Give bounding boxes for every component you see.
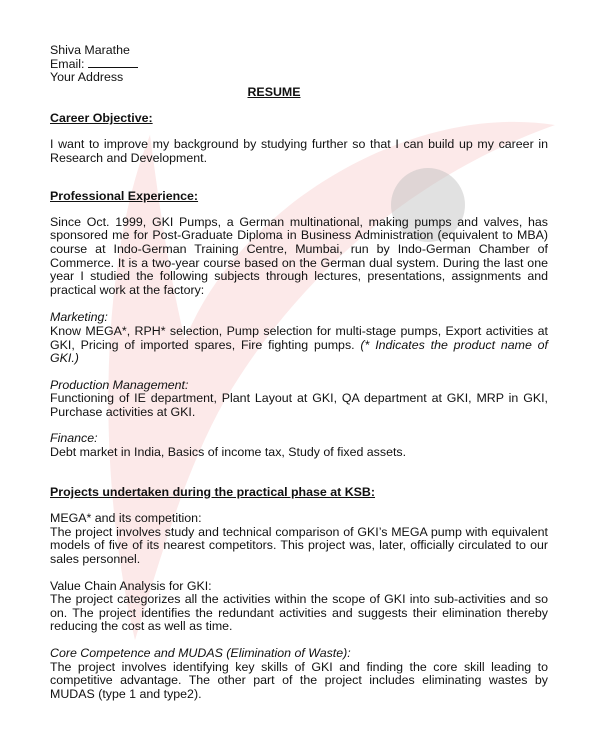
project-3-title: Core Competence and MUDAS (Elimination of Waste): xyxy=(50,646,351,660)
production-label: Production Management: xyxy=(50,377,189,392)
experience-heading: Professional Experience: xyxy=(50,189,199,204)
project-2-text: The project categorizes all the activities within the scope of GKI into sub-activities and so on. The project identifies the redundant activities and suggests their elimination thereby reducing the cost as well as time. xyxy=(50,592,548,634)
marketing-note: (* Indicates the product name of GKI.) xyxy=(50,337,548,366)
email-label: Email: xyxy=(50,56,85,71)
marketing-paragraph xyxy=(50,325,548,366)
project-2-title: Value Chain Analysis for GKI: xyxy=(50,578,212,593)
resume-content xyxy=(50,44,548,701)
marketing-text: Know MEGA*, RPH* selection, Pump selection for multi-stage pumps, Export activities at GKI, Pricing of imported spares, Fire fighting pumps. xyxy=(50,323,548,352)
email-blank xyxy=(88,58,138,68)
address-line: Your Address xyxy=(50,70,124,85)
career-text: I want to improve my background by studying further so that I can build up my career in Research and Development. xyxy=(50,136,548,165)
career-heading: Career Objective: xyxy=(50,111,153,126)
candidate-name: Shiva Marathe xyxy=(50,43,130,57)
projects-heading: Projects undertaken during the practical phase at KSB: xyxy=(50,484,375,499)
experience-intro: Since Oct. 1999, GKI Pumps, a German multinational, making pumps and valves, has sponsored me for Post-Graduate Diploma in Business Administration (equivalent to MBA) course at Indo-German Training Centre, Mumbai, run by Indo-German Chamber of Commerce. It is a two-year course based on the German dual system. During the last one year I studied the following subjects through lectures, presentations, assignments and practical work at the factory: xyxy=(50,214,548,297)
production-text: Functioning of IE department, Plant Layout at GKI, QA department at GKI, MRP in GKI, Purchase activities at GKI. xyxy=(50,391,548,419)
email-line xyxy=(50,58,548,72)
project-1-text: The project involves study and technical comparison of GKI’s MEGA pump with equivalent models of five of its nearest competitors. This project was, later, officially circulated to our sales personnel. xyxy=(50,524,548,567)
marketing-label: Marketing: xyxy=(50,310,108,325)
finance-text: Debt market in India, Basics of income tax, Study of fixed assets. xyxy=(50,445,407,460)
project-3-text: The project involves identifying key skills of GKI and finding the core skill leading to competitive advantage. The other part of the project includes eliminating wastes by MUDAS (type 1 and type2). xyxy=(50,659,548,701)
page-title: RESUME xyxy=(247,84,301,99)
project-1-title: MEGA* and its competition: xyxy=(50,511,202,526)
finance-label: Finance: xyxy=(50,431,98,446)
